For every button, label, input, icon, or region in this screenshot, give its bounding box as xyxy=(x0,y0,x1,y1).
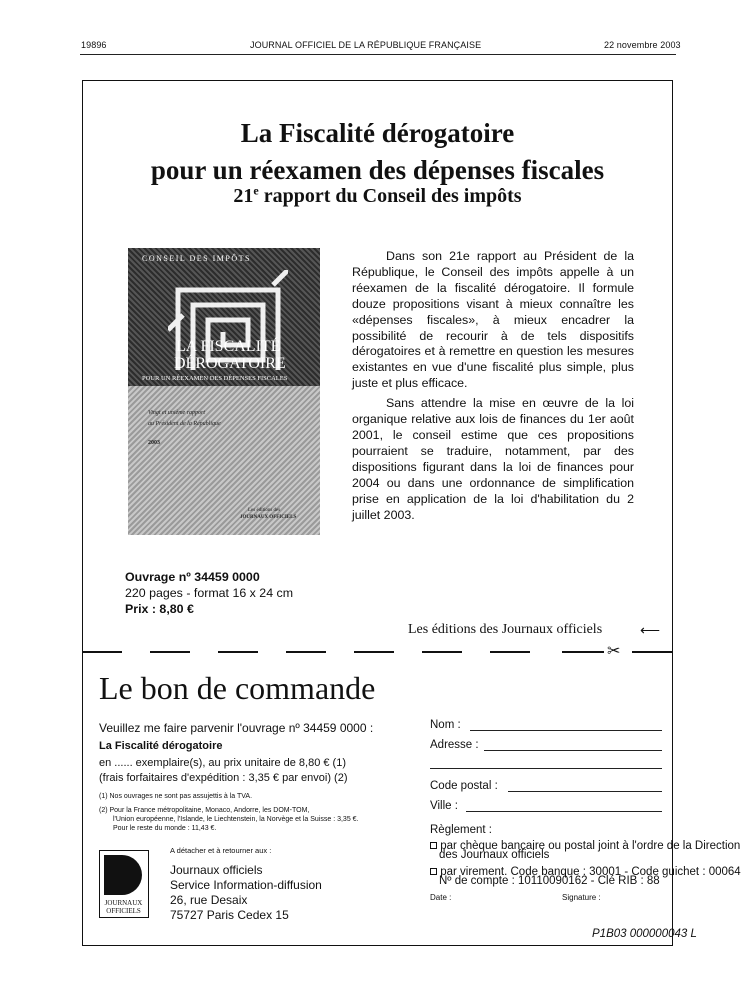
adresse-label: Adresse : xyxy=(430,739,479,751)
description-paragraph-1: Dans son 21e rapport au Président de la République, le Conseil des impôts appelle à un réexamen de la fiscalité dérogatoire. Il formule douze propositions visant à mieux connaître les «dépenses fiscales», à mieux encadrer la possibilité de recourir à de tels dispositifs dérogatoires et à remettre en question les mesures existantes en vue d'une fiscalité plus simple, plus juste et plus efficace. xyxy=(352,249,634,391)
footnote-2a: (2) Pour la France métropolitaine, Monaco, Andorre, les DOM-TOM, xyxy=(99,807,310,814)
cover-year: 2003 xyxy=(148,440,160,446)
scissors-icon: ✂ xyxy=(607,643,621,660)
cut-dash xyxy=(150,651,190,653)
adresse-field-2[interactable] xyxy=(430,768,662,769)
journaux-officiels-logo xyxy=(99,850,149,918)
footnote-2b: l'Union européenne, l'Islande, le Liechtenstein, la Norvège et la Suisse : 3,35 €. xyxy=(113,816,359,823)
cut-dash xyxy=(82,651,122,653)
virement-text-1: par virement. Code banque : 30001 - Code guichet : 00064 xyxy=(440,866,741,878)
product-pages: 220 pages - format 16 x 24 cm xyxy=(125,585,294,600)
address-line-2: Service Information-diffusion xyxy=(170,878,322,892)
signature-label: Signature : xyxy=(562,893,601,902)
detach-note: A détacher et à retourner aux : xyxy=(170,846,272,855)
book-cover xyxy=(128,248,320,535)
nom-field[interactable] xyxy=(470,730,662,731)
virement-checkbox[interactable] xyxy=(430,868,437,875)
code-postal-field[interactable] xyxy=(508,791,662,792)
cheque-checkbox[interactable] xyxy=(430,842,437,849)
logo-mark xyxy=(104,855,142,895)
description-text xyxy=(352,249,634,523)
code-postal-label: Code postal : xyxy=(430,780,498,792)
logo-text-2: OFFICIELS xyxy=(106,907,141,915)
address-line-1: Journaux officiels xyxy=(170,863,263,877)
cover-bottom-pattern xyxy=(128,386,320,535)
cover-desc-2: au Président de la République xyxy=(148,421,221,427)
cover-publisher-top: CONSEIL DES IMPÔTS xyxy=(142,254,251,263)
cheque-text-2: des Journaux officiels xyxy=(439,849,550,861)
cheque-text-1: par chèque bancaire ou postal joint à l'ordre de la Direction xyxy=(440,840,741,852)
cover-publisher-1: Les éditions des xyxy=(248,508,281,513)
cover-desc-1: Vingt et unième rapport xyxy=(148,410,206,416)
virement-text-2: Nº de compte : 10110090162 - Clé RIB : 88 xyxy=(439,875,660,887)
editions-label: Les éditions des Journaux officiels xyxy=(408,622,603,637)
address-line-3: 26, rue Desaix xyxy=(170,893,248,907)
ville-label: Ville : xyxy=(430,800,458,812)
cover-title-2: DÉROGATOIRE xyxy=(174,355,286,372)
product-info xyxy=(125,570,293,618)
cut-dash xyxy=(562,651,604,653)
cut-dash xyxy=(354,651,394,653)
order-quantity: en ...... exemplaire(s), au prix unitaire de 8,80 € (1) xyxy=(99,757,347,769)
address-line-4: 75727 Paris Cedex 15 xyxy=(170,908,289,922)
description-paragraph-2: Sans attendre la mise en œuvre de la loi organique relative aux lois de finances du 1er août 2001, le conseil estime que ces propositions pourraient se traduire, notamment, par des dispositions figurant dans la loi de finances pour 2004 ou dans une ordonnance de simplification prise en application de la loi d'habilitation du 2 juillet 2003. xyxy=(352,396,634,522)
order-shipping: (frais forfaitaires d'expédition : 3,35 € par envoi) (2) xyxy=(99,772,348,784)
product-price: Prix : 8,80 € xyxy=(125,601,194,616)
cut-dash xyxy=(422,651,462,653)
cut-dash xyxy=(218,651,258,653)
cut-dash xyxy=(490,651,530,653)
arrow-left-icon: ⟵ xyxy=(640,622,661,638)
order-book-title: La Fiscalité dérogatoire xyxy=(99,740,223,752)
journal-title: JOURNAL OFFICIEL DE LA RÉPUBLIQUE FRANÇAISE xyxy=(250,40,482,50)
ville-field[interactable] xyxy=(466,811,662,812)
cover-publisher-2: JOURNAUX OFFICIELS xyxy=(240,515,297,520)
nom-label: Nom : xyxy=(430,719,461,731)
reglement-label: Règlement : xyxy=(430,824,493,836)
cover-title-1: LA FISCALITÉ xyxy=(176,338,281,355)
page-number: 19896 xyxy=(81,40,107,50)
cover-subtitle: POUR UN RÉEXAMEN DES DÉPENSES FISCALES xyxy=(142,375,288,382)
product-number: Ouvrage nº 34459 0000 xyxy=(125,570,260,584)
order-form-heading: Le bon de commande xyxy=(99,670,376,706)
reference-code: P1B03 000000043 L xyxy=(592,928,697,940)
ad-title: La Fiscalité dérogatoire xyxy=(240,118,515,148)
footnote-1: (1) Nos ouvrages ne sont pas assujettis à la TVA. xyxy=(99,793,253,800)
logo-text-1: JOURNAUX xyxy=(104,899,143,907)
adresse-field[interactable] xyxy=(484,750,662,751)
ad-subtitle: pour un réexamen des dépenses fiscales xyxy=(150,155,605,185)
cut-dash xyxy=(632,651,673,653)
footnote-2c: Pour le reste du monde : 11,43 €. xyxy=(113,825,217,832)
header-rule xyxy=(80,54,676,55)
ad-report-line: 21e rapport du Conseil des impôts xyxy=(233,183,522,207)
issue-date: 22 novembre 2003 xyxy=(604,40,681,50)
date-label: Date : xyxy=(430,893,452,902)
order-request: Veuillez me faire parvenir l'ouvrage nº 34459 0000 : xyxy=(99,721,374,735)
cut-dash xyxy=(286,651,326,653)
